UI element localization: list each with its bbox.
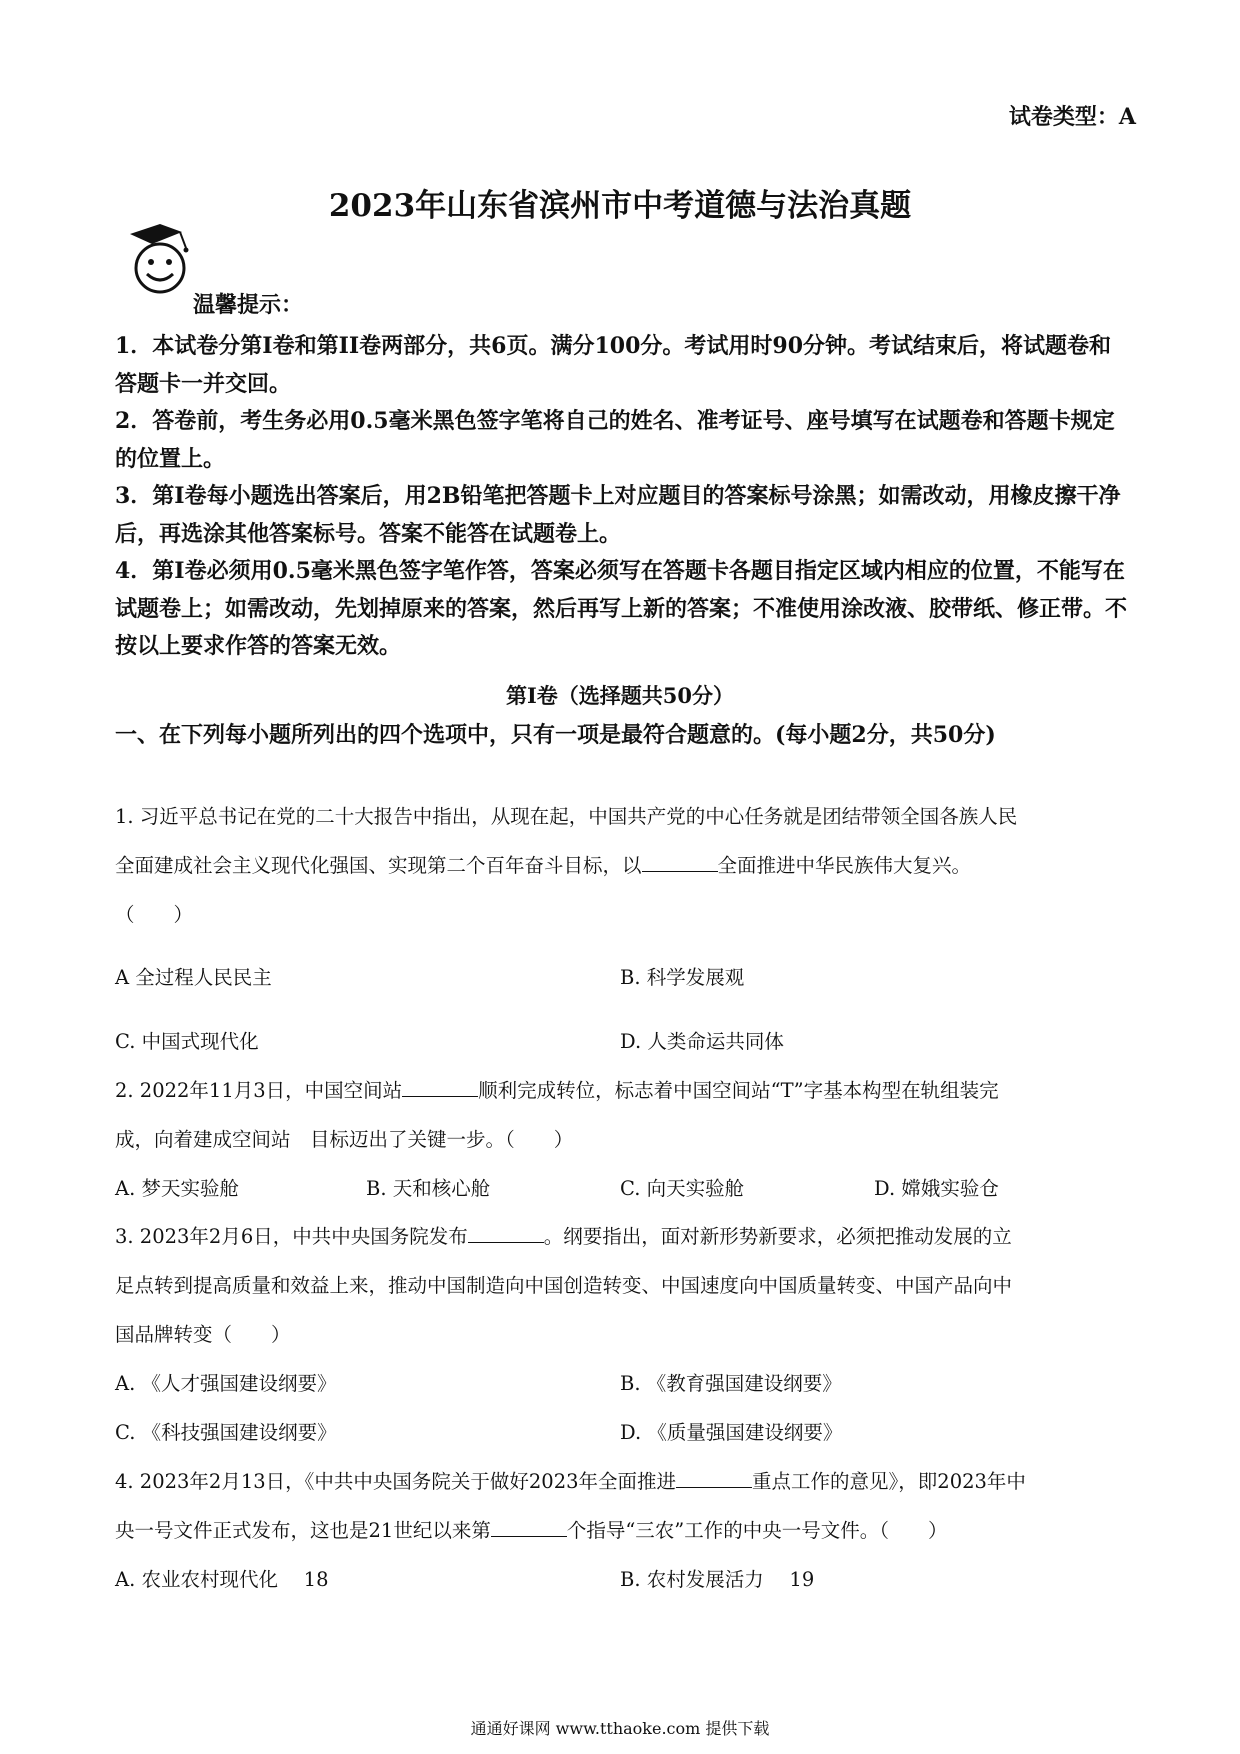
question-text: 全面推进中华民族伟大复兴。 <box>717 854 972 877</box>
section-title: 第Ⅰ卷（选择题共50分） <box>505 683 735 708</box>
question-3-option-c: C. 《科技强国建设纲要》 <box>115 1421 337 1444</box>
page-title: 2023年山东省滨州市中考道德与法治真题 <box>328 188 912 224</box>
answer-blank <box>676 1486 752 1488</box>
tip-item: 2．答卷前，考生务必用0.5毫米黑色签字笔将自己的姓名、准考证号、座号填写在试题卷和答题卡规定的位置上。 <box>115 408 1115 472</box>
tips-list <box>115 328 1131 666</box>
question-text: 重点工作的意见》，即2023年中 <box>752 1470 1026 1493</box>
question-text: 个指导“三农”工作的中央一号文件。（ ） <box>566 1519 948 1542</box>
question-text: 。纲要指出，面对新形势新要求，必须把推动发展的立 <box>543 1225 1012 1248</box>
question-1-paren: （ ） <box>115 903 194 926</box>
footer-watermark: 通通好课网 www.tthaoke.com 提供下载 <box>470 1719 770 1738</box>
question-1-option-a: A 全过程人民民主 <box>115 966 272 989</box>
question-text: 顺利完成转位，标志着中国空间站“T”字基本构型在轨组装完 <box>478 1079 999 1102</box>
question-4-line-2 <box>115 1506 1130 1556</box>
question-3-line-3: 国品牌转变（ ） <box>115 1323 291 1346</box>
question-1-option-d: D. 人类命运共同体 <box>620 1030 784 1053</box>
smiley-graduate-icon <box>122 222 204 304</box>
question-4-line-1 <box>115 1457 1130 1507</box>
question-3-option-d: D. 《质量强国建设纲要》 <box>620 1421 843 1444</box>
question-1-option-b: B. 科学发展观 <box>620 966 745 989</box>
answer-blank <box>468 1241 544 1243</box>
answer-blank <box>402 1095 478 1097</box>
question-text: 4. 2023年2月13日，《中共中央国务院关于做好2023年全面推进 <box>115 1470 677 1493</box>
question-1-line-2 <box>115 841 1130 891</box>
question-4-option-a: A. 农业农村现代化 18 <box>115 1568 329 1591</box>
question-2-option-c: C. 向天实验舱 <box>620 1177 745 1200</box>
question-text: 全面建成社会主义现代化强国、实现第二个百年奋斗目标，以 <box>115 854 642 877</box>
question-text: 央一号文件正式发布，这也是21世纪以来第 <box>115 1519 491 1542</box>
section-instruction: 一、在下列每小题所列出的四个选项中，只有一项是最符合题意的。(每小题2分，共50分) <box>115 722 996 748</box>
question-3-line-1 <box>115 1212 1130 1262</box>
question-4-option-b: B. 农村发展活力 19 <box>620 1568 815 1591</box>
question-2-line-2: 成，向着建成空间站 目标迈出了关键一步。（ ） <box>115 1128 574 1151</box>
question-2-line-1 <box>115 1066 1130 1116</box>
question-text: 3. 2023年2月6日，中共中央国务院发布 <box>115 1225 468 1248</box>
question-3-line-2: 足点转到提高质量和效益上来，推动中国制造向中国创造转变、中国速度向中国质量转变、中国产品向中 <box>115 1274 1013 1297</box>
question-3-option-a: A. 《人才强国建设纲要》 <box>115 1372 337 1395</box>
tip-item: 4．第Ⅰ卷必须用0.5毫米黑色签字笔作答，答案必须写在答题卡各题目指定区域内相应的位置，不能写在试题卷上；如需改动，先划掉原来的答案，然后再写上新的答案；不准使用涂改液、胶带纸、修正带。不按以上要求作答的答案无效。 <box>115 558 1128 659</box>
tip-item: 3．第Ⅰ卷每小题选出答案后，用2B铅笔把答题卡上对应题目的答案标号涂黑；如需改动，用橡皮擦干净后，再选涂其他答案标号。答案不能答在试题卷上。 <box>115 483 1121 547</box>
question-1-option-c: C. 中国式现代化 <box>115 1030 259 1053</box>
answer-blank <box>491 1535 567 1537</box>
question-2-option-b: B. 天和核心舱 <box>366 1177 491 1200</box>
question-text: 2. 2022年11月3日，中国空间站 <box>115 1079 403 1102</box>
answer-blank <box>642 870 718 872</box>
paper-type-label: 试卷类型：A <box>1008 104 1136 130</box>
tip-item: 1．本试卷分第I卷和第II卷两部分，共6页。满分100分。考试用时90分钟。考试结束后，将试题卷和答题卡一并交回。 <box>115 333 1112 397</box>
question-2-option-a: A. 梦天实验舱 <box>115 1177 239 1200</box>
question-2-option-d: D. 嫦娥实验仓 <box>874 1177 999 1200</box>
question-1-line-1: 1. 习近平总书记在党的二十大报告中指出，从现在起，中国共产党的中心任务就是团结带领全国各族人民 <box>115 805 1018 828</box>
tips-title: 温馨提示： <box>193 292 304 318</box>
question-3-option-b: B. 《教育强国建设纲要》 <box>620 1372 842 1395</box>
